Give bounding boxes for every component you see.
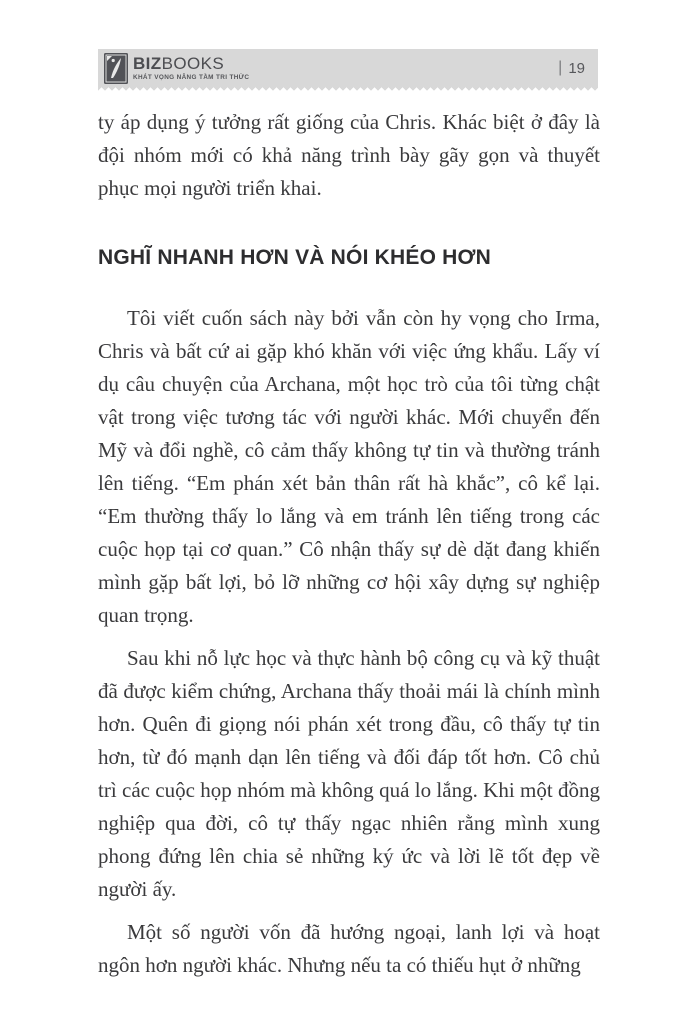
logo-tagline: KHÁT VỌNG NÂNG TẦM TRI THỨC: [133, 74, 250, 81]
bizbooks-logo: [104, 53, 249, 84]
page-number-separator: |: [558, 59, 563, 76]
logo-wordmark-books: BOOKS: [161, 54, 225, 73]
bizbooks-logo-icon: [104, 53, 128, 84]
page-body-text: [98, 106, 600, 982]
logo-wordmark-biz: BIZ: [133, 54, 162, 73]
logo-wordmark: [133, 55, 249, 72]
paragraph-continuation: ty áp dụng ý tưởng rất giống của Chris. Khác biệt ở đây là đội nhóm mới có khả năng trình bày gãy gọn và thuyết phục mọi người triển khai.: [98, 110, 600, 200]
logo-text-block: [133, 55, 249, 81]
section-heading: NGHĨ NHANH HƠN VÀ NÓI KHÉO HƠN: [98, 246, 492, 269]
page-number: [558, 59, 585, 77]
paragraph: Tôi viết cuốn sách này bởi vẫn còn hy vọng cho Irma, Chris và bất cứ ai gặp khó khăn với việc ứng khẩu. Lấy ví dụ câu chuyện của Archana, một học trò của tôi từng chật vật trong việc tương tác với người khác. Mới chuyển đến Mỹ và đổi nghề, cô cảm thấy không tự tin và thường tránh lên tiếng. “Em phán xét bản thân rất hà khắc”, cô kể lại. “Em thường thấy lo lắng và em tránh lên tiếng trong các cuộc họp tại cơ quan.” Cô nhận thấy sự dè dặt đang khiến mình gặp bất lợi, bỏ lỡ những cơ hội xây dựng sự nghiệp quan trọng.: [98, 306, 600, 627]
page-number-value: 19: [568, 59, 585, 77]
paragraph: Sau khi nỗ lực học và thực hành bộ công cụ và kỹ thuật đã được kiểm chứng, Archana thấy thoải mái là chính mình hơn. Quên đi giọng nói phán xét trong đầu, cô thấy tự tin hơn, từ đó mạnh dạn lên tiếng và đối đáp tốt hơn. Cô chủ trì các cuộc họp nhóm mà không quá lo lắng. Khi một đồng nghiệp qua đời, cô tự thấy ngạc nhiên rằng mình xung phong đứng lên chia sẻ những ký ức và lời lẽ tốt đẹp về người ấy.: [98, 646, 600, 901]
paragraph: Một số người vốn đã hướng ngoại, lanh lợi và hoạt ngôn hơn người khác. Nhưng nếu ta có thiếu hụt ở những: [98, 920, 600, 977]
page-header: [98, 49, 598, 87]
